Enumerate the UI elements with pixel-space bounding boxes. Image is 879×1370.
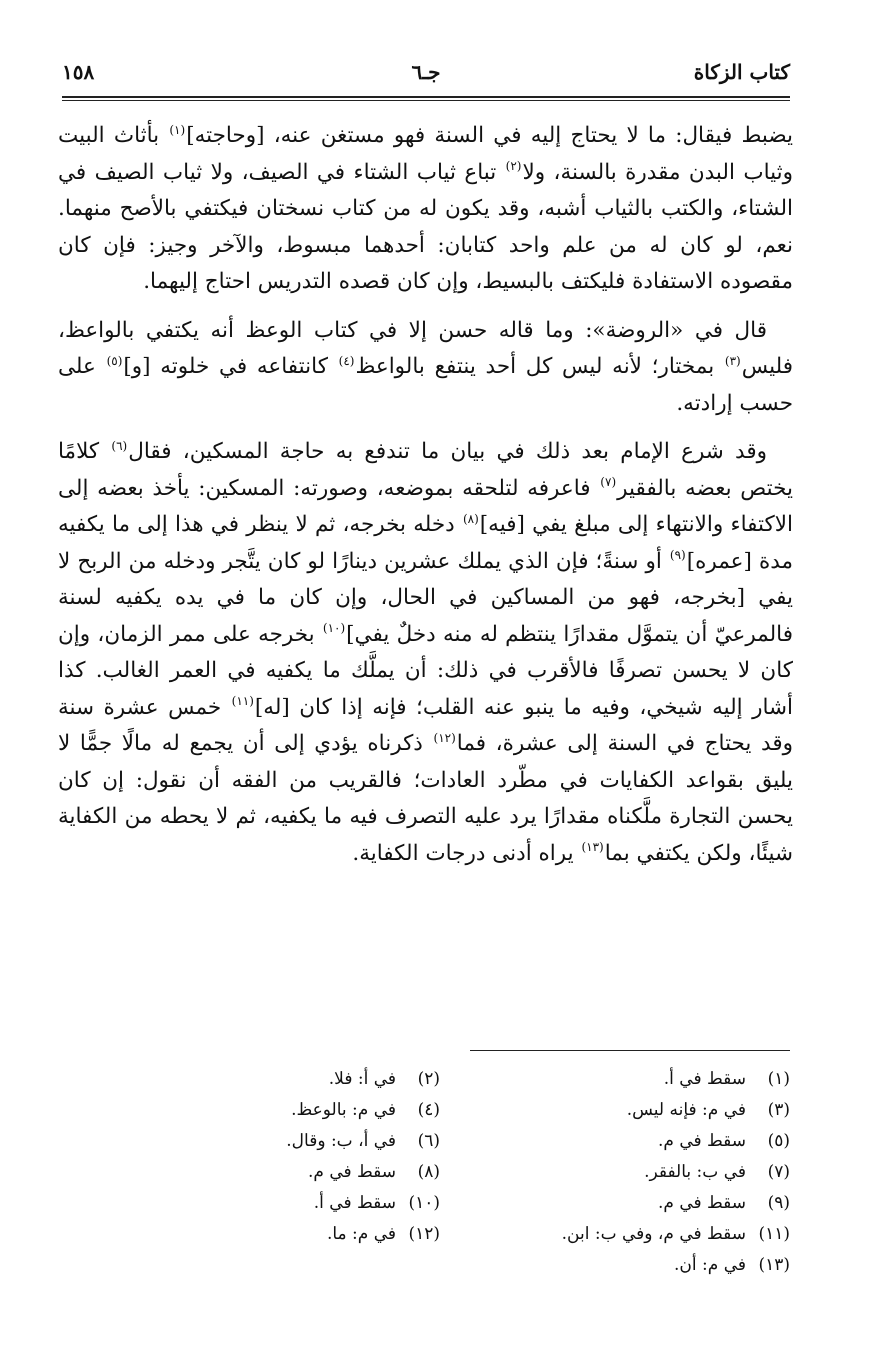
footnote-text: في م: فإنه ليس.: [626, 1100, 746, 1120]
footnote-number: (٩): [767, 1193, 790, 1213]
footnote-text: سقط في م، وفي ب: ابن.: [561, 1224, 746, 1244]
paragraph: [58, 313, 793, 423]
footnote-separator: [470, 1050, 790, 1051]
footnote-number: (١٣): [758, 1255, 790, 1275]
footnote-number: (٨): [417, 1162, 440, 1182]
footnote-item: [490, 1157, 790, 1188]
footnote-item: [490, 1250, 790, 1281]
paragraph: [58, 434, 793, 872]
text-run: بمختار؛ لأنه ليس كل أحد ينتفع بالواعظ: [355, 354, 724, 379]
footnote-ref: (٤): [338, 353, 355, 368]
footnote-text: في ب: بالفقر.: [644, 1162, 746, 1182]
footnote-number: (١٠): [408, 1193, 440, 1213]
footnote-text: في م: ما.: [326, 1224, 396, 1244]
footnote-ref: (٩): [669, 548, 686, 563]
footnote-item: [490, 1188, 790, 1219]
header-rule-thick: [62, 96, 790, 98]
footnote-text: سقط في م.: [307, 1162, 396, 1182]
text-run: فاعرفه لتلحقه بموضعه، وصورته: المسكين: يأخذ بعضه إلى الاكتفاء والانتهاء إلى مبلغ يفي [فيه]: [58, 475, 794, 537]
footnote-ref: (٧): [600, 475, 617, 490]
footnote-text: في أ: فلا.: [328, 1069, 396, 1089]
footnote-text: في م: أن.: [674, 1255, 746, 1275]
footnote-column-left: [200, 1064, 440, 1250]
text-run: وقد شرع الإمام بعد ذلك في بيان ما تندفع به حاجة المسكين، فقال: [128, 439, 768, 464]
footnote-ref: (١١): [231, 694, 254, 709]
footnote-number: (٢): [417, 1069, 440, 1089]
footnote-item: [200, 1157, 440, 1188]
footnote-item: [490, 1126, 790, 1157]
footnote-text: سقط في أ.: [663, 1069, 746, 1089]
footnote-column-right: [490, 1064, 790, 1281]
running-title: كتاب الزكاة: [693, 60, 790, 84]
footnote-item: [200, 1219, 440, 1250]
footnote-number: (٧): [767, 1162, 790, 1182]
footnote-text: في أ، ب: وقال.: [286, 1131, 396, 1151]
paragraph: [58, 118, 793, 301]
footnote-number: (١٢): [408, 1224, 440, 1244]
text-run: بخرجه على ممر الزمان، وإن كان لا يحسن تصرفًا فالأقرب في ذلك: أن يملَّك ما يكفيه في العمر الغالب. كذا أشار إليه شيخي، وفيه ما ينبو عنه القلب؛ فإنه إذا كان [له]: [58, 621, 793, 720]
text-run: خمس عشرة سنة وقد يحتاج في السنة إلى عشرة، فما: [58, 694, 793, 756]
footnote-number: (٥): [767, 1131, 790, 1151]
footnote-ref: (٦): [111, 438, 128, 453]
text-run: أو سنةً؛ فإن الذي يملك عشرين دينارًا لو كان يتَّجر ودخله من الربح لا يفي [بخرجه، فهو من المساكين في الحال، وإن كان ما في يده يكفيه لسنة فالمرعيّ أن يتموَّل مقدارًا ينتظم له منه دخلٌ يفي]: [58, 548, 793, 647]
footnote-ref: (٣): [724, 353, 741, 368]
footnote-ref: (١٠): [322, 621, 346, 636]
text-run: على حسب إرادته.: [58, 354, 793, 416]
text-run: ذكرناه يؤدي إلى أن يجمع له مالًا جمًّا لا يليق بقواعد الكفايات في مطّرد العادات؛ فالقريب من الفقه أن نقول: إن كان يحسن التجارة ملَّكناه مقدارًا يرد عليه التصرف فيه ما يكفيه، ثم لا يحطه من الكفاية شيئًا، ولكن يكتفي بما: [58, 731, 793, 866]
footnote-item: [200, 1064, 440, 1095]
header-rule-thin: [62, 100, 790, 101]
footnote-number: (١١): [758, 1224, 790, 1244]
footnote-number: (٦): [417, 1131, 440, 1151]
footnote-item: [200, 1188, 440, 1219]
text-run: يراه أدنى درجات الكفاية.: [352, 840, 581, 866]
footnote-item: [490, 1064, 790, 1095]
footnote-item: [490, 1095, 790, 1126]
footnote-ref: (١): [169, 122, 186, 137]
text-run: بأثاث البيت وثياب البدن مقدرة بالسنة، ولا: [58, 123, 793, 185]
text-run: يضبط فيقال: ما لا يحتاج إليه في السنة فهو مستغن عنه، [وحاجته]: [186, 123, 793, 148]
footnote-item: [200, 1095, 440, 1126]
text-run: كانتفاعه في خلوته [و]: [123, 354, 338, 379]
footnote-ref: (١٣): [581, 840, 604, 855]
footnote-ref: (٢): [505, 159, 522, 174]
main-text: [58, 118, 793, 884]
footnote-item: [490, 1219, 790, 1250]
footnote-text: سقط في م.: [657, 1131, 746, 1151]
text-run: دخله بخرجه، ثم لا ينظر في هذا إلى ما يكفيه مدة [عمره]: [58, 512, 794, 574]
footnote-text: في م: بالوعظ.: [291, 1100, 396, 1120]
footnote-text: سقط في م.: [657, 1193, 746, 1213]
footnote-item: [200, 1126, 440, 1157]
text-run: كلامًا يختص بعضه بالفقير: [58, 439, 793, 501]
footnote-number: (٤): [417, 1100, 440, 1120]
footnote-ref: (٨): [462, 511, 479, 526]
footnote-number: (٣): [767, 1100, 790, 1120]
text-run: تباع ثياب الشتاء في الصيف، ولا ثياب الصيف في الشتاء، والكتب بالثياب أشبه، وقد يكون له من كتاب نسختان فيكتفي بالأصح منهما. نعم، لو كان له من علم واحد كتابان: أحدهما مبسوط، والآخر وجيز: فإن كان مقصوده الاستفادة فليكتف بالبسيط، وإن كان قصده التدريس احتاج إليهما.: [58, 159, 793, 294]
page-number: ١٥٨: [62, 60, 95, 84]
text-run: قال في «الروضة»: وما قاله حسن إلا في كتاب الوعظ أنه يكتفي بالواعظ، فليس: [58, 317, 794, 379]
footnote-number: (١): [767, 1069, 790, 1089]
footnote-ref: (٥): [106, 353, 123, 368]
volume-label: جـ٦: [411, 60, 441, 84]
footnote-ref: (١٢): [433, 730, 456, 745]
page-header: [62, 60, 790, 94]
footnote-text: سقط في أ.: [313, 1193, 396, 1213]
